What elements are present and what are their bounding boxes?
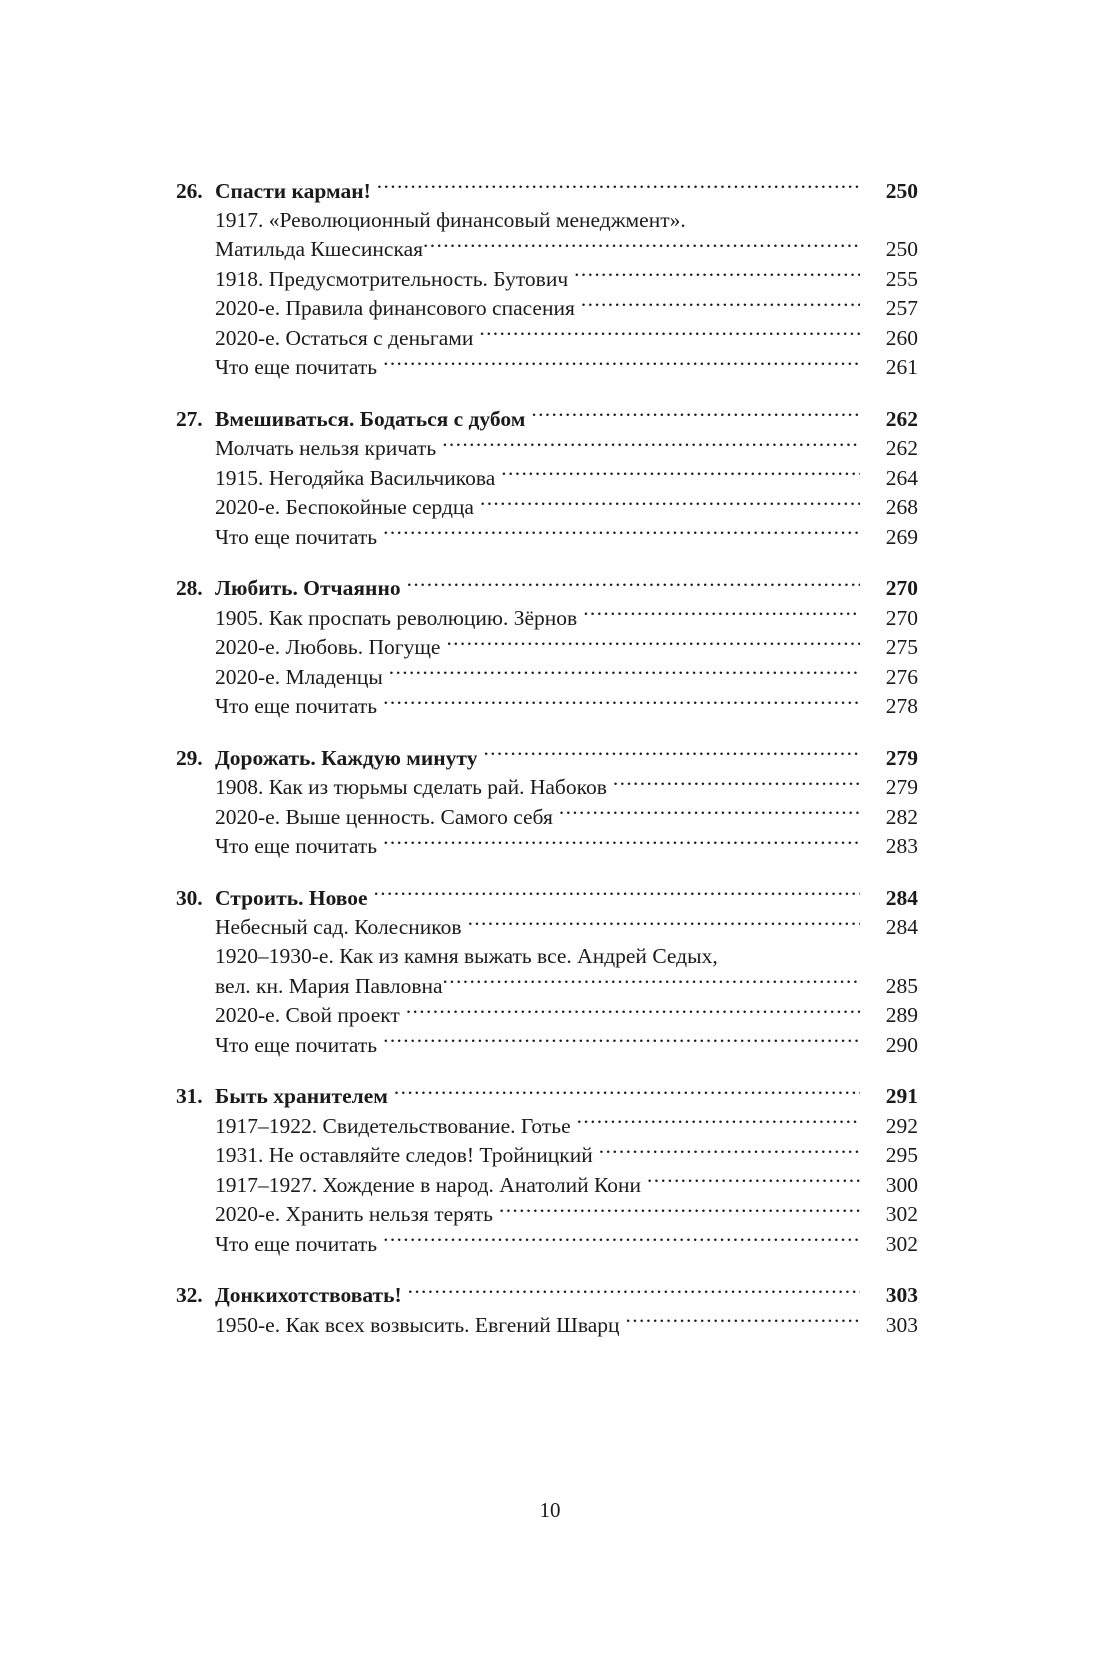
toc-chapter-number: 31.	[176, 1084, 203, 1108]
toc-chapter-title: Быть хранителем	[215, 1084, 388, 1108]
toc-entry-page-number: 276	[885, 664, 918, 689]
toc-chapter-row[interactable]	[176, 1082, 918, 1112]
toc-entry-page-number: 302	[885, 1202, 918, 1226]
toc-entry-row[interactable]	[176, 353, 918, 383]
toc-chapter-page-number: 279	[885, 745, 918, 770]
dot-leader	[483, 743, 860, 765]
dot-leader	[407, 574, 860, 596]
toc-entry-label: Что еще почитать	[215, 355, 378, 379]
toc-entry-row[interactable]	[176, 773, 918, 803]
toc-entry-page-number: 262	[885, 436, 918, 460]
toc-entry-row[interactable]	[176, 434, 918, 464]
toc-entry-label: 2020-е. Выше ценность. Самого себя	[215, 804, 553, 829]
dot-leader	[406, 1001, 860, 1023]
toc-entry-label: 1915. Негодяйка Васильчикова	[215, 465, 496, 490]
toc-chapter-group	[176, 743, 918, 861]
dot-leader	[468, 913, 860, 935]
toc-chapter-number: 26.	[176, 178, 203, 203]
toc-chapter-title: Строить. Новое	[215, 885, 368, 910]
toc-entry-label: 1917–1922. Свидетельствование. Готье	[215, 1113, 571, 1138]
toc-entry-row-continued[interactable]	[176, 206, 918, 235]
toc-entry-label: Что еще почитать	[215, 1231, 378, 1256]
toc-entry-page-number: 282	[885, 804, 918, 829]
toc-entry-label: Что еще почитать	[215, 524, 378, 549]
toc-chapter-group	[176, 574, 918, 722]
toc-entry-row[interactable]	[176, 235, 918, 265]
dot-leader	[599, 1141, 860, 1163]
toc-chapter-page-number: 262	[885, 406, 918, 431]
dot-leader	[577, 1111, 860, 1133]
dot-leader	[581, 294, 860, 316]
toc-entry-label: 2020-е. Правила финансового спасения	[215, 296, 575, 320]
toc-entry-label: 2020-е. Младенцы	[215, 664, 383, 689]
toc-entry-row[interactable]	[176, 1141, 918, 1171]
toc-entry-page-number: 300	[885, 1172, 918, 1197]
dot-leader	[613, 773, 860, 795]
toc-chapter-title: Донкихотствовать!	[215, 1283, 402, 1307]
toc-chapter-row[interactable]	[176, 176, 918, 206]
dot-leader	[480, 493, 860, 515]
toc-entry-page-number: 302	[885, 1231, 918, 1256]
toc-entry-label: Что еще почитать	[215, 834, 378, 858]
dot-leader	[383, 1030, 860, 1052]
toc-entry-page-number: 250	[885, 237, 918, 261]
toc-entry-row[interactable]	[176, 802, 918, 832]
toc-entry-row[interactable]	[176, 463, 918, 493]
toc-entry-page-number: 290	[885, 1032, 918, 1057]
toc-entry-page-number: 261	[885, 355, 918, 379]
dot-leader	[383, 1229, 860, 1251]
toc-entry-row[interactable]	[176, 971, 918, 1001]
dot-leader	[574, 264, 860, 286]
dot-leader	[383, 692, 860, 714]
toc-entry-row[interactable]	[176, 1310, 918, 1340]
toc-entry-label: Что еще почитать	[215, 694, 378, 718]
dot-leader	[446, 633, 860, 655]
toc-entry-label: 2020-е. Любовь. Погуще	[215, 635, 441, 659]
dot-leader	[499, 1200, 860, 1222]
toc-chapter-group	[176, 1281, 918, 1340]
toc-entry-row[interactable]	[176, 633, 918, 663]
toc-entry-label: 1931. Не оставляйте следов! Тройницкий	[215, 1143, 593, 1167]
dot-leader	[408, 1281, 860, 1303]
toc-entry-row[interactable]	[176, 323, 918, 353]
toc-chapter-row[interactable]	[176, 883, 918, 913]
toc-entry-row[interactable]	[176, 493, 918, 523]
toc-entry-page-number: 289	[885, 1003, 918, 1027]
toc-entry-label: Что еще почитать	[215, 1032, 378, 1057]
toc-entry-page-number: 279	[885, 775, 918, 799]
toc-entry-label: 2020-е. Беспокойные сердца	[215, 495, 474, 519]
dot-leader	[442, 434, 860, 456]
toc-entry-label: 1908. Как из тюрьмы сделать рай. Набоков	[215, 775, 607, 799]
toc-entry-label: 1917–1927. Хождение в народ. Анатолий Кони	[215, 1172, 642, 1197]
toc-chapter-title: Спасти карман!	[215, 178, 371, 203]
toc-entry-row[interactable]	[176, 1170, 918, 1200]
toc-entry-page-number: 275	[885, 635, 918, 659]
toc-entry-row[interactable]	[176, 603, 918, 633]
dot-leader	[559, 802, 860, 824]
toc-entry-label: 2020-е. Свой проект	[215, 1003, 400, 1027]
dot-leader	[389, 662, 860, 684]
toc-chapter-page-number: 291	[885, 1084, 918, 1108]
toc-entry-page-number: 269	[885, 524, 918, 549]
toc-entry-label: 1950-е. Как всех возвысить. Евгений Шварц	[215, 1312, 620, 1337]
toc-entry-page-number: 292	[885, 1113, 918, 1138]
toc-chapter-group	[176, 404, 918, 552]
toc-entry-page-number: 284	[885, 915, 918, 939]
toc-entry-page-number: 285	[885, 973, 918, 998]
toc-chapter-row[interactable]	[176, 743, 918, 773]
toc-chapter-page-number: 270	[885, 576, 918, 600]
page-folio: 10	[539, 1498, 561, 1522]
toc-entry-label: 1917. «Революционный финансовый менеджмент».	[215, 207, 686, 232]
toc-chapter-page-number: 250	[885, 178, 918, 203]
dot-leader	[479, 323, 860, 345]
toc-entry-row[interactable]	[176, 1229, 918, 1259]
toc-chapter-title: Дорожать. Каждую минуту	[215, 745, 478, 770]
toc-entry-page-number: 283	[885, 834, 918, 858]
toc-entry-row[interactable]	[176, 522, 918, 552]
toc-entry-row[interactable]	[176, 294, 918, 324]
toc-chapter-number: 28.	[176, 576, 203, 600]
toc-chapter-title: Вмешиваться. Бодаться с дубом	[215, 406, 526, 431]
toc-entry-row[interactable]	[176, 832, 918, 862]
toc-chapter-row[interactable]	[176, 1281, 918, 1311]
toc-entry-row[interactable]	[176, 1111, 918, 1141]
toc-chapter-number: 27.	[176, 406, 203, 431]
toc-entry-page-number: 278	[885, 694, 918, 718]
toc-entry-page-number: 295	[885, 1143, 918, 1167]
dot-leader	[383, 353, 860, 375]
toc-entry-label: Небесный сад. Колесников	[215, 915, 462, 939]
dot-leader	[626, 1310, 860, 1332]
table-of-contents	[176, 176, 918, 1340]
toc-chapter-page-number: 284	[885, 885, 918, 910]
dot-leader	[394, 1082, 860, 1104]
toc-chapter-number: 29.	[176, 745, 203, 770]
dot-leader	[423, 235, 860, 257]
toc-entry-label-wrap: Матильда Кшесинская	[215, 237, 424, 261]
toc-entry-label: 1920–1930-е. Как из камня выжать все. Андрей Седых,	[215, 944, 718, 968]
toc-entry-row-continued[interactable]	[176, 942, 918, 971]
dot-leader	[383, 522, 860, 544]
toc-entry-page-number: 255	[885, 266, 918, 291]
toc-chapter-group	[176, 1082, 918, 1259]
toc-entry-label: Молчать нельзя кричать	[215, 436, 437, 460]
toc-chapter-page-number: 303	[885, 1283, 918, 1307]
toc-entry-page-number: 303	[885, 1312, 918, 1337]
toc-entry-label: 2020-е. Остаться с деньгами	[215, 325, 474, 350]
toc-entry-label: 1918. Предусмотрительность. Бутович	[215, 266, 569, 291]
toc-entry-page-number: 268	[885, 495, 918, 519]
toc-entry-label: 1905. Как проспать революцию. Зёрнов	[215, 605, 578, 630]
toc-entry-row[interactable]	[176, 913, 918, 943]
dot-leader	[531, 404, 860, 426]
dot-leader	[501, 463, 860, 485]
dot-leader	[383, 832, 860, 854]
toc-chapter-group	[176, 883, 918, 1060]
toc-entry-row[interactable]	[176, 1001, 918, 1031]
toc-entry-row[interactable]	[176, 1200, 918, 1230]
dot-leader	[583, 603, 860, 625]
toc-entry-row[interactable]	[176, 692, 918, 722]
dot-leader	[443, 971, 860, 993]
toc-entry-page-number: 257	[885, 296, 918, 320]
toc-chapter-row[interactable]	[176, 574, 918, 604]
dot-leader	[377, 176, 860, 198]
dot-leader	[647, 1170, 860, 1192]
toc-entry-page-number: 260	[885, 325, 918, 350]
toc-chapter-row[interactable]	[176, 404, 918, 434]
toc-chapter-group	[176, 176, 918, 382]
toc-entry-row[interactable]	[176, 662, 918, 692]
toc-entry-label: 2020-е. Хранить нельзя терять	[215, 1202, 493, 1226]
toc-entry-label-wrap: вел. кн. Мария Павловна	[215, 973, 443, 998]
dot-leader	[374, 883, 860, 905]
toc-entry-page-number: 270	[885, 605, 918, 630]
toc-entry-page-number: 264	[885, 465, 918, 490]
toc-entry-row[interactable]	[176, 1030, 918, 1060]
toc-chapter-number: 32.	[176, 1283, 203, 1307]
toc-entry-row[interactable]	[176, 264, 918, 294]
toc-chapter-number: 30.	[176, 885, 203, 910]
toc-chapter-title: Любить. Отчаянно	[215, 576, 401, 600]
